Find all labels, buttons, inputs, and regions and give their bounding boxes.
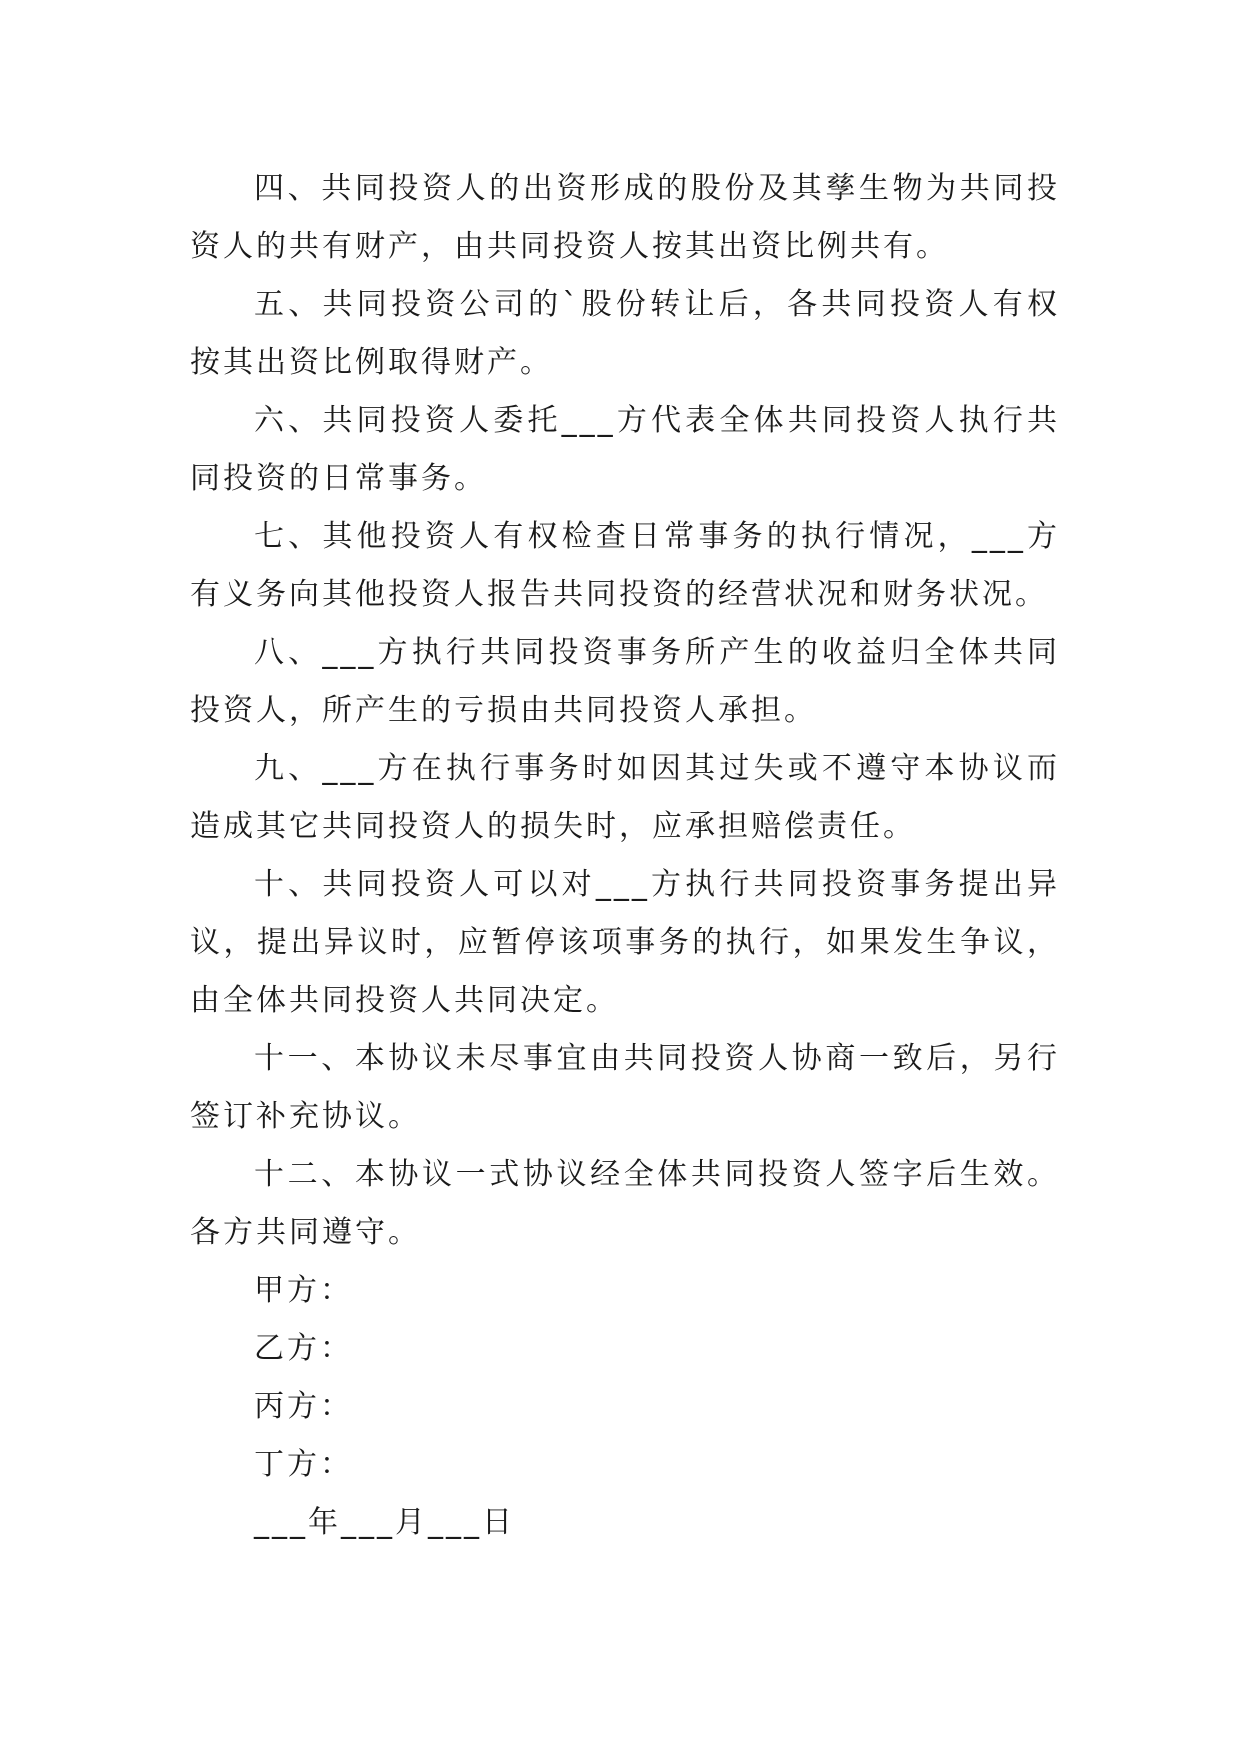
year-label: 年 [308, 1505, 341, 1540]
day-blank: ___ [428, 1505, 482, 1540]
month-label: 月 [395, 1505, 428, 1540]
clause-12: 十二、本协议一式协议经全体共同投资人签字后生效。各方共同遵守。 [190, 1157, 1060, 1250]
agreement-body [190, 160, 1060, 1552]
year-blank: ___ [254, 1505, 308, 1540]
clause-8: 八、___方执行共同投资事务所产生的收益归全体共同投资人，所产生的亏损由共同投资人承担。 [190, 635, 1060, 728]
clause-4: 四、共同投资人的出资形成的股份及其孳生物为共同投资人的共有财产，由共同投资人按其出资比例共有。 [190, 171, 1060, 264]
clause-7: 七、其他投资人有权检查日常事务的执行情况，___方有义务向其他投资人报告共同投资的经营状况和财务状况。 [190, 519, 1060, 612]
month-blank: ___ [341, 1505, 395, 1540]
day-label: 日 [482, 1505, 515, 1540]
clause-9: 九、___方在执行事务时如因其过失或不遵守本协议而造成其它共同投资人的损失时，应承担赔偿责任。 [190, 751, 1060, 844]
clause-5: 五、共同投资公司的`股份转让后，各共同投资人有权按其出资比例取得财产。 [190, 287, 1060, 380]
signature-party-d: 丁方： [254, 1447, 353, 1482]
clause-6: 六、共同投资人委托___方代表全体共同投资人执行共同投资的日常事务。 [190, 403, 1060, 496]
signature-party-b: 乙方： [254, 1331, 353, 1366]
clause-11: 十一、本协议未尽事宜由共同投资人协商一致后，另行签订补充协议。 [190, 1041, 1060, 1134]
signature-party-c: 丙方： [254, 1389, 353, 1424]
clause-10: 十、共同投资人可以对___方执行共同投资事务提出异议，提出异议时，应暂停该项事务的执行，如果发生争议，由全体共同投资人共同决定。 [190, 867, 1060, 1018]
signing-date [190, 1494, 1060, 1552]
signature-party-a: 甲方： [254, 1273, 353, 1308]
